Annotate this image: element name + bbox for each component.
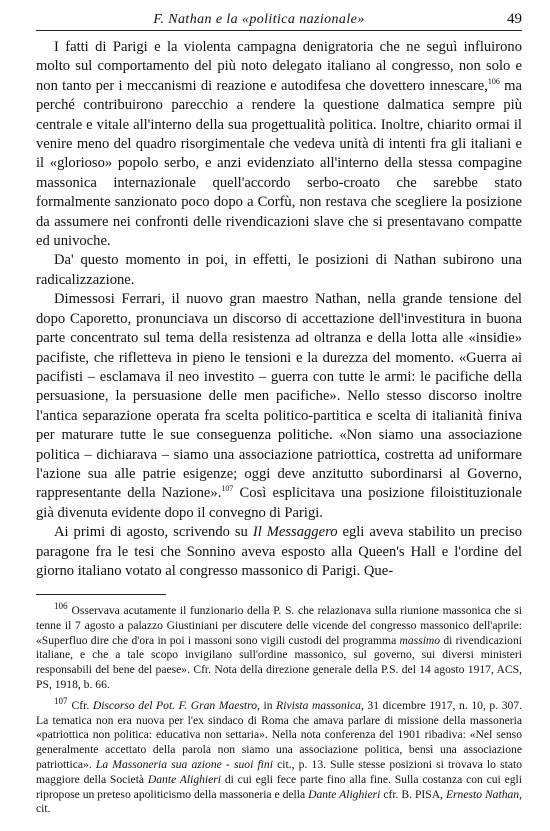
footnote-107-text-5: di cui egli fece parte fino alla fine. Sulla costanza con cui egli ripropose un preteso apoliticismo della massoneria e della [36,772,522,801]
paragraph-4 [36,523,522,581]
footnote-107-text-6: cfr. B. PISA, [380,787,446,801]
footnote-107-text-1: Cfr. [71,698,93,712]
footnote-ref-107: 107 [221,484,234,494]
newspaper-title: Il Messaggero [252,524,338,541]
footnote-106 [36,601,522,693]
footnote-107-text-3: , 31 dicembre 1917, n. 10, p. 307. La tematica non era nuova per l'ex sindaco di Roma che amava parlare di missione della massoneria «patriottica non politica: educativa non settaria». Nella nota conferenza del 1901 ribadiva: «Nel senso generalmente accettato della parola non siamo una associazione politica, bensì una associazione patriottica». [36,698,523,771]
page-header [36,6,522,31]
footnote-107-text-4: cit., p. 13. Sulle stesse posizioni si trovava lo stato maggiore della Società [36,757,523,786]
footnote-107-text-2: , in [257,698,277,712]
page-number: 49 [507,11,522,27]
paragraph-1 [36,38,522,251]
main-text [36,38,522,581]
running-head: F. Nathan e la «politica nazionale» [153,12,365,27]
footnote-107-text-7: , cit. [36,787,522,816]
paragraph-2: Da' questo momento in poi, in effetti, le posizioni di Nathan subirono una radicalizzazione. [36,252,522,288]
footnote-106-text-2: di rivendicazioni italiane, e che a tale scopo invigilano sull'ordine massonico, sul governo, sui diversi ministeri responsabili del bene del paese». Cfr. Nota della direzione generale della P.S. del 14 agosto 1917, ACS, PS, 1918, b. 66. [36,633,522,691]
footnote-107-italic-2: Rivista massonica [276,698,361,712]
footnotes [36,601,523,823]
footnote-106-text: Osservava acutamente il funzionario della P. S. che relazionava sulla riunione massonica che si tenne il 7 agosto a palazzo Giustiniani per discutere delle vicende del congresso massonico dell'aprile: «Superfluo dire che d'ora in poi i massoni sono vigili custodi del programma [36,604,522,647]
paragraph-3-text-b: Così esplicitava una posizione filoistituzionale già divenuta evidente dopo il convegno di Parigi. [36,485,522,521]
footnote-separator [36,594,166,595]
footnote-107-italic-4: Dante Alighieri [147,772,222,786]
footnote-107 [36,695,523,817]
paragraph-3 [36,290,522,523]
paragraph-4-text-a: Ai primi di agosto, scrivendo su [54,524,253,541]
paragraph-4-text-b: egli aveva stabilito un preciso paragone fra le tesi che Sonnino aveva esposto alla Queen's Hall e l'ordine del giorno italiano votato al congresso massonico di Parigi. Que- [36,524,523,579]
footnote-106-italic: massimo [399,633,441,647]
footnote-107-italic-6: Ernesto Nathan [445,787,520,801]
footnote-number-107: 107 [54,695,68,706]
footnote-107-italic-5: Dante Alighieri [308,787,381,801]
paragraph-1-text-b: ma perché contribuirono parecchio a rendere la questione dalmatica sempre più centrale e vitale all'interno della sua progettualità politica. Inoltre, chiarito ormai il venire meno del quadro risorgimentale che vedeva unità di intenti fra gli italiani e il «glorioso» popolo serbo, e anzi evidenziato all'interno della stessa compagine massonica internazionale quell'accordo serbo-croato che sarebbe stato formalmente sanzionato poco dopo a Corfù, non restava che scegliere la posizione da assumere nei confronti delle rivendicazioni slave che si presentavano compatte ed univoche. [36,77,523,250]
paragraph-3-text-a: Dimessosi Ferrari, il nuovo gran maestro Nathan, nella grande tensione del dopo Caporetto, pronunciava un discorso di accettazione dell'investitura in buona parte concentrato sul tema della resistenza ad oltranza e della lotta alle «insidie» pacifiste, che rifletteva in pieno le tensioni e la durezza del momento. «Guerra ai pacifisti – esclamava il neo investito – guerra con tutte le armi: le pacifiche della persuasione, la persuasione delle men pacifiche». Nello stesso discorso inoltre l'antica separazione operata fra scelta politico-partitica e scelta di italianità finiva per maturare tutte le sue conseguenza politiche. «Non siamo una associazione politica – dichiarava – siamo una associazione patriottica, costretta ad uniformare l'azione sua alle patrie esigenze; oggi deve anzitutto subordinarsi al Governo, rappresentante della Nazione». [36,291,522,502]
footnote-number-106: 106 [54,601,68,612]
paragraph-1-text-a: I fatti di Parigi e la violenta campagna denigratoria che ne seguì influirono molto sul comportamento del più noto delegato italiano al congresso, non solo e non tanto per i meccanismi di reazione e autodifesa che dovettero innescare, [36,39,522,94]
footnote-ref-106: 106 [487,76,500,86]
footnote-107-italic-1: Discorso del Pot. F. Gran Maestro [92,698,258,712]
footnote-107-italic-3: La Massoneria sua azione - suoi fini [95,757,273,771]
